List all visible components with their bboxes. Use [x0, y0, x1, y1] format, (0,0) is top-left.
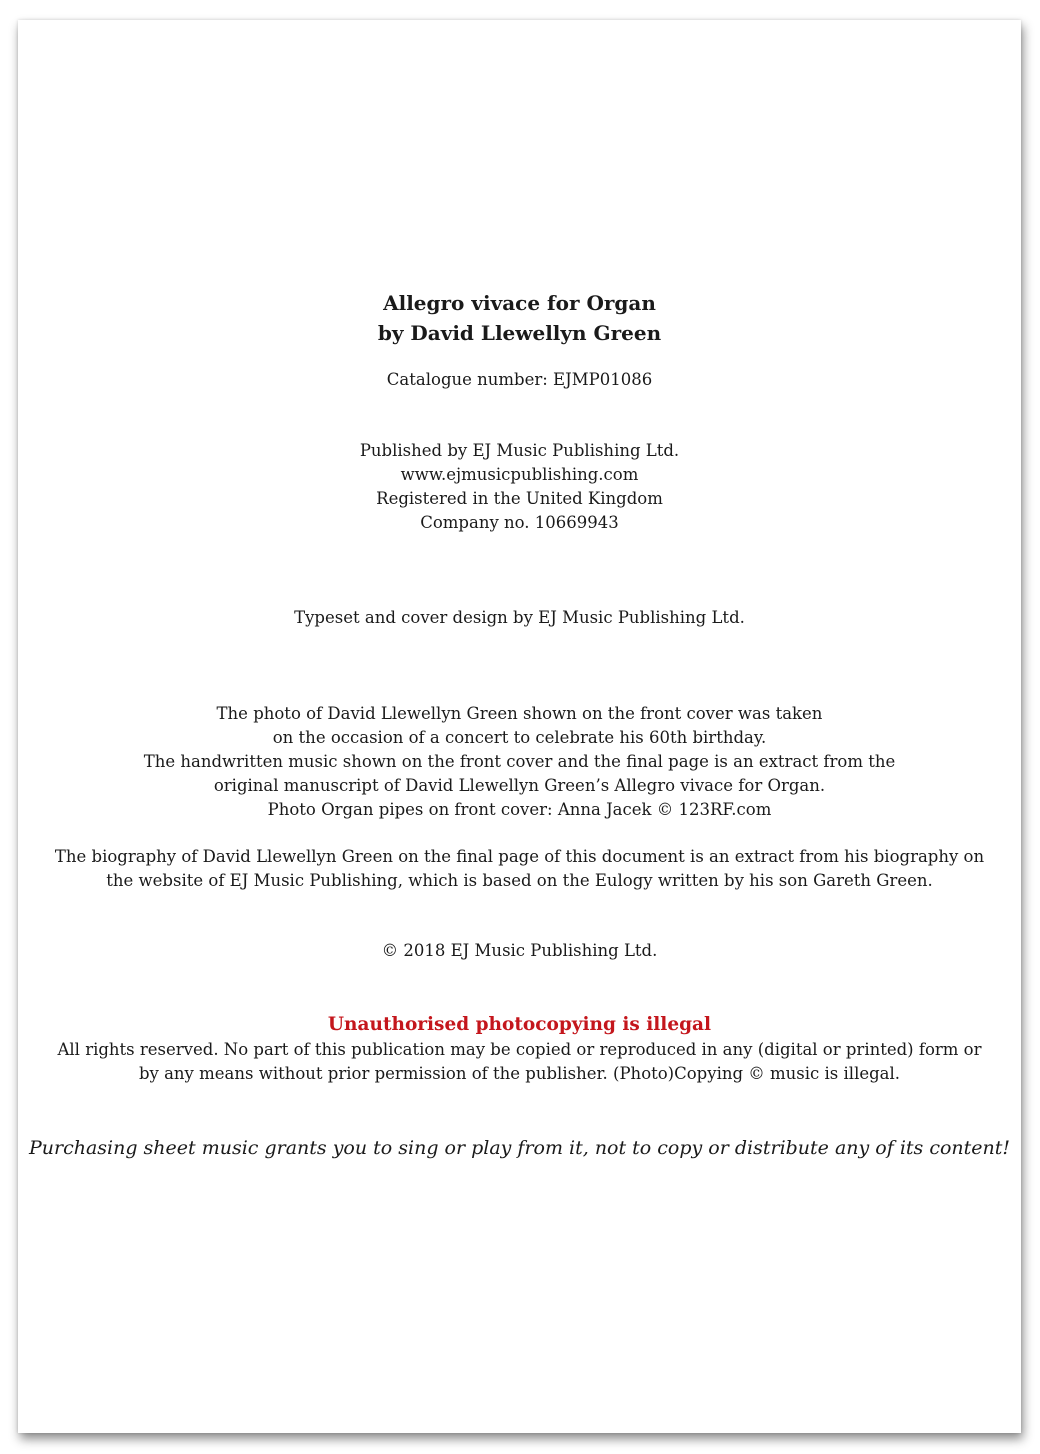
biography-note [18, 845, 1021, 893]
biography-line-2: the website of EJ Music Publishing, which is based on the Eulogy written by his son Gareth Green. [106, 871, 933, 890]
rights-reserved-notice [18, 1038, 1021, 1086]
rights-line-1: All rights reserved. No part of this publication may be copied or reproduced in any (digital or printed) form or [57, 1040, 982, 1059]
document-title [18, 288, 1021, 348]
purchase-notice-text: Purchasing sheet music grants you to sing or play from it, not to copy or distribute any of its content! [28, 1137, 1011, 1159]
copyright-notice [18, 940, 1021, 962]
publisher-line-1: Published by EJ Music Publishing Ltd. [359, 441, 680, 460]
photo-credit-line-2: on the occasion of a concert to celebrate his 60th birthday. [272, 728, 767, 747]
photo-credit-line-4: original manuscript of David Llewellyn Green’s Allegro vivace for Organ. [213, 776, 826, 795]
copyright-text: © 2018 EJ Music Publishing Ltd. [381, 941, 658, 960]
document-page [18, 20, 1021, 1433]
typeset-text: Typeset and cover design by EJ Music Publishing Ltd. [294, 608, 745, 627]
publisher-website: www.ejmusicpublishing.com [400, 465, 639, 484]
publisher-company-number: Company no. 10669943 [420, 513, 619, 532]
biography-line-1: The biography of David Llewellyn Green on the final page of this document is an extract from his biography on [54, 847, 985, 866]
photo-credits [18, 702, 1021, 822]
catalogue-text: Catalogue number: EJMP01086 [386, 370, 653, 389]
title-line-1: Allegro vivace for Organ [383, 291, 656, 315]
typeset-credit [18, 607, 1021, 629]
title-line-2: by David Llewellyn Green [377, 321, 662, 345]
photo-credit-line-1: The photo of David Llewellyn Green shown on the front cover was taken [216, 704, 823, 723]
catalogue-number [18, 369, 1021, 391]
photocopy-warning-title [18, 1013, 1021, 1037]
publisher-info [18, 439, 1021, 535]
publisher-line-3: Registered in the United Kingdom [376, 489, 663, 508]
photo-credit-line-5: Photo Organ pipes on front cover: Anna Jacek © 123RF.com [267, 800, 772, 819]
photo-credit-line-3: The handwritten music shown on the front cover and the final page is an extract from the [143, 752, 896, 771]
rights-line-2: by any means without prior permission of the publisher. (Photo)Copying © music is illegal. [138, 1064, 901, 1083]
warning-title-text: Unauthorised photocopying is illegal [327, 1014, 712, 1035]
purchase-notice [18, 1135, 1021, 1161]
